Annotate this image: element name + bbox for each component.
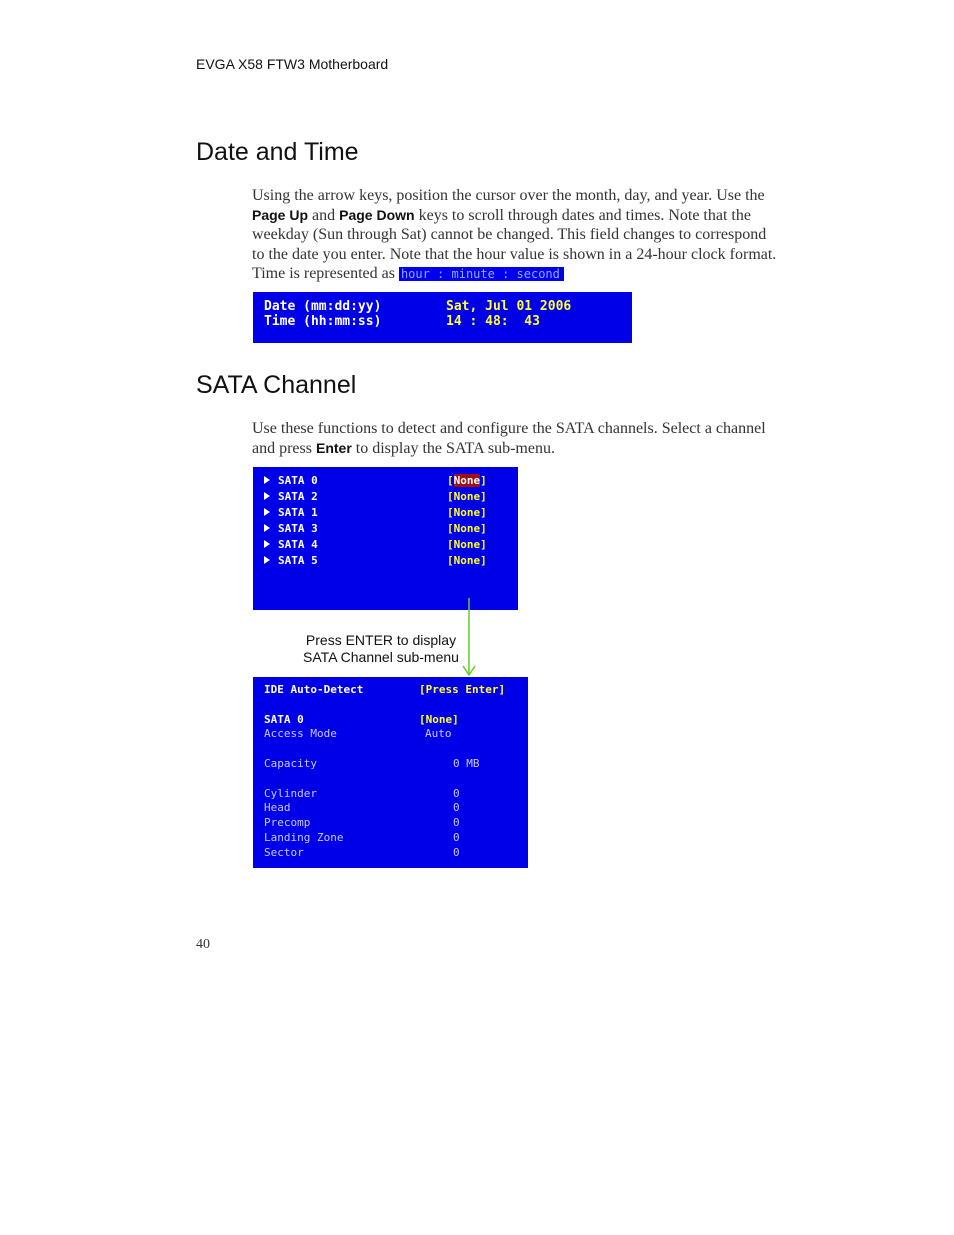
submenu-row-label: Cylinder [264, 787, 317, 800]
submenu-row-value: 0 [453, 787, 460, 800]
caption-line: SATA Channel sub-menu [303, 649, 459, 665]
ide-auto-detect-value[interactable]: [Press Enter] [419, 683, 506, 696]
submenu-row-value: 0 [453, 801, 460, 814]
date-time-bios-panel [253, 292, 632, 343]
section-title-date-time: Date and Time [196, 138, 359, 166]
sata-channel-item[interactable]: SATA 3 [264, 522, 318, 535]
text: keys to scroll through dates and times. Note that the weekday (Sun through Sat) cannot be changed. This field changes to correspond to the date you enter. Note that the hour value is shown in a 24-hour clock format. Time is represented as [252, 206, 777, 282]
section-title-sata-channel: SATA Channel [196, 371, 357, 399]
sata-submenu-bios-panel [253, 677, 528, 868]
sata-channel-item[interactable]: SATA 1 [264, 506, 318, 519]
submenu-row-value: 0 [453, 831, 460, 844]
key-enter: Enter [315, 439, 352, 456]
key-page-up: Page Up [252, 206, 309, 223]
date-label: Date (mm:dd:yy) [264, 299, 382, 314]
text: to display the SATA sub-menu. [351, 439, 555, 457]
time-format-code: hour : minute : second [399, 267, 564, 281]
submenu-row-value: 0 [453, 846, 460, 859]
key-page-down: Page Down [339, 206, 415, 223]
access-mode-value: Auto [425, 727, 452, 740]
submenu-row-value: 0 [453, 816, 460, 829]
ide-auto-detect-label[interactable]: IDE Auto-Detect [264, 683, 364, 696]
sata-channel-bios-panel [253, 467, 518, 610]
sata-channel-value[interactable]: [None] [447, 554, 487, 567]
selected-value: None [453, 474, 481, 487]
arrow-caption [296, 632, 466, 666]
time-value: 14 : 48: 43 [446, 314, 540, 329]
triangle-right-icon [264, 556, 270, 564]
text: Use these functions to detect and configure the SATA channels. Select a channel and press [252, 420, 766, 457]
sata-channel-item[interactable]: SATA 2 [264, 490, 318, 503]
triangle-right-icon [264, 524, 270, 532]
sata-paragraph [252, 419, 782, 458]
triangle-right-icon [264, 492, 270, 500]
triangle-right-icon [264, 540, 270, 548]
capacity-value: 0 MB [453, 757, 480, 770]
submenu-row-label: Precomp [264, 816, 311, 829]
submenu-row-label: Sector [264, 846, 304, 859]
capacity-label: Capacity [264, 757, 317, 770]
sata-channel-value[interactable]: [None] [447, 490, 487, 503]
time-label: Time (hh:mm:ss) [264, 314, 382, 329]
sata-channel-value[interactable]: [None] [447, 538, 487, 551]
date-value: Sat, Jul 01 2006 [446, 299, 572, 314]
submenu-row-label: Head [264, 801, 291, 814]
date-time-paragraph [252, 186, 782, 285]
caption-line: Press ENTER to display [305, 632, 457, 648]
sata-channel-value[interactable]: [None] [447, 506, 487, 519]
page-number: 40 [196, 937, 210, 952]
sata-channel-item[interactable]: SATA 5 [264, 554, 318, 567]
sata-label: SATA 0 [264, 713, 304, 726]
sata-channel-value-selected[interactable]: [None] [447, 474, 487, 487]
triangle-right-icon [264, 508, 270, 516]
triangle-right-icon [264, 476, 270, 484]
running-header: EVGA X58 FTW3 Motherboard [196, 56, 389, 72]
text: and [308, 206, 340, 224]
sata-value[interactable]: [None] [419, 713, 459, 726]
sata-channel-value[interactable]: [None] [447, 522, 487, 535]
access-mode-label: Access Mode [264, 727, 337, 740]
sata-channel-item[interactable]: SATA 4 [264, 538, 318, 551]
submenu-row-label: Landing Zone [264, 831, 344, 844]
text: Using the arrow keys, position the cursor over the month, day, and year. Use the [252, 187, 765, 204]
sata-channel-item[interactable]: SATA 0 [264, 474, 318, 487]
